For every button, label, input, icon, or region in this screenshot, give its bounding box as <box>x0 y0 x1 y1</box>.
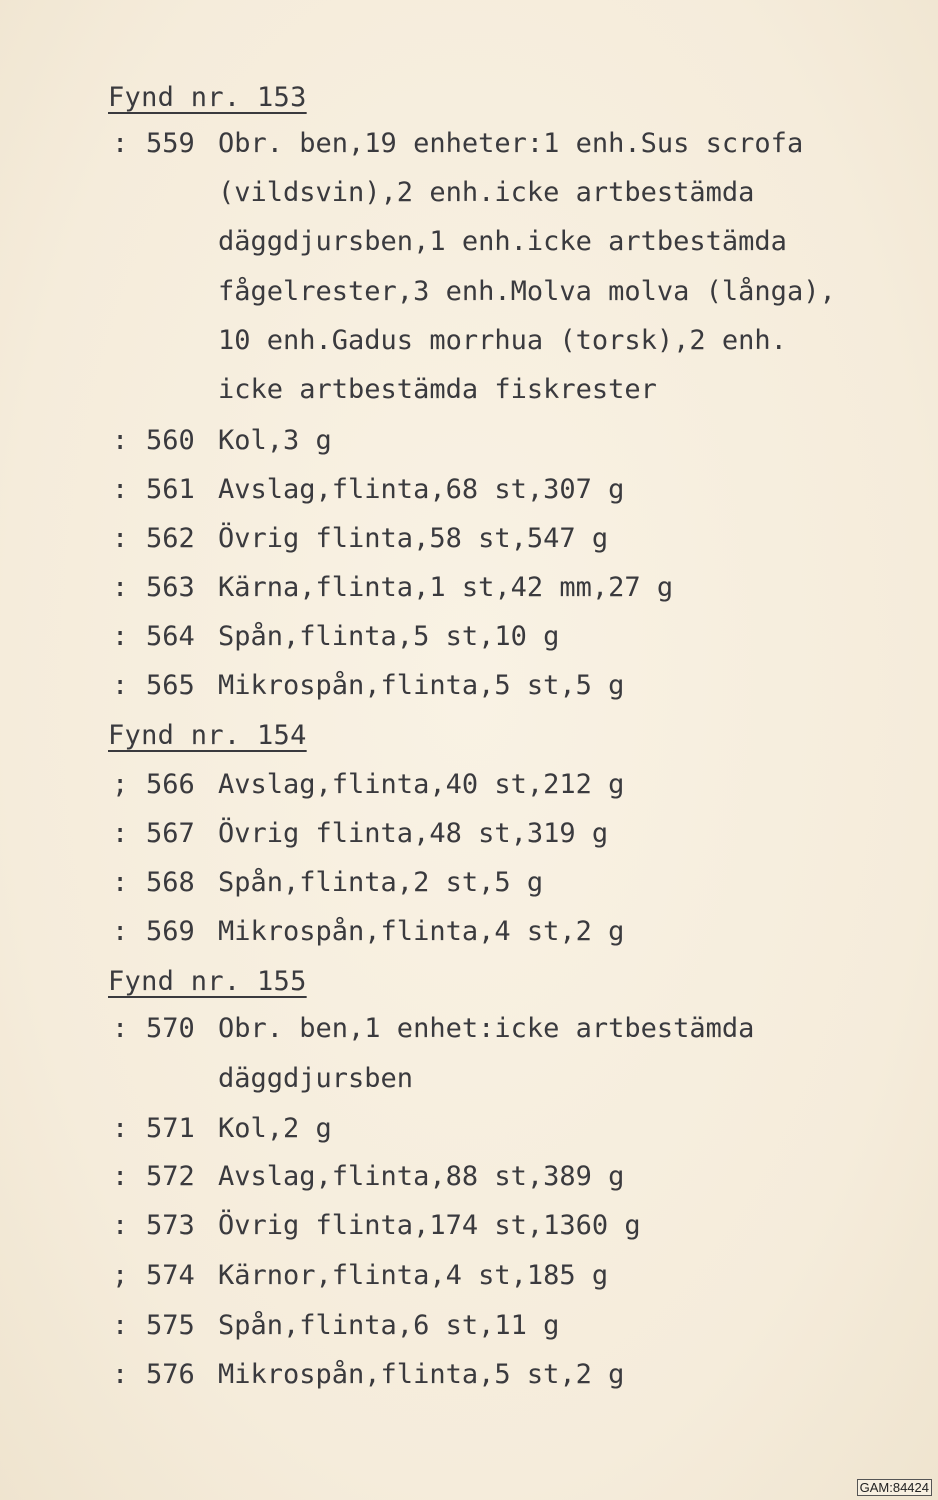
entry-marker: ; <box>112 1260 129 1291</box>
entry-marker: : <box>112 1161 129 1192</box>
entry-marker: : <box>112 572 129 603</box>
entry-text: Övrig flinta,174 st,1360 g <box>218 1210 641 1241</box>
entry-marker: : <box>112 916 129 947</box>
entry-number: 576 <box>146 1359 195 1390</box>
entry-text: Kärna,flinta,1 st,42 mm,27 g <box>218 572 674 603</box>
entry-text: Spån,flinta,2 st,5 g <box>218 867 544 898</box>
entry-marker: : <box>112 1310 129 1341</box>
entry-text-line: icke artbestämda fiskrester <box>218 374 657 405</box>
entry-text-line: däggdjursben <box>218 1063 414 1094</box>
entry-marker: ; <box>112 769 129 800</box>
section-heading-154: Fynd nr. 154 <box>108 720 307 751</box>
entry-number: 566 <box>146 769 195 800</box>
entry-text: Mikrospån,flinta,5 st,5 g <box>218 670 625 701</box>
entry-number: 574 <box>146 1260 195 1291</box>
entry-text: Övrig flinta,48 st,319 g <box>218 818 609 849</box>
entry-text-line: Obr. ben,1 enhet:icke artbestämda <box>218 1013 755 1044</box>
entry-text: Avslag,flinta,88 st,389 g <box>218 1161 625 1192</box>
entry-number: 572 <box>146 1161 195 1192</box>
entry-marker: : <box>112 818 129 849</box>
entry-text-line: 10 enh.Gadus morrhua (torsk),2 enh. <box>218 325 787 356</box>
entry-marker: : <box>112 1013 129 1044</box>
entry-text: Avslag,flinta,68 st,307 g <box>218 474 625 505</box>
entry-text: Kol,3 g <box>218 425 332 456</box>
entry-marker: : <box>112 128 129 159</box>
entry-number: 559 <box>146 128 195 159</box>
entry-text: Kärnor,flinta,4 st,185 g <box>218 1260 609 1291</box>
entry-text: Spån,flinta,6 st,11 g <box>218 1310 560 1341</box>
entry-marker: : <box>112 523 129 554</box>
section-heading-155: Fynd nr. 155 <box>108 966 307 997</box>
entry-number: 573 <box>146 1210 195 1241</box>
archive-tag: GAM:84424 <box>857 1479 932 1496</box>
entry-text: Mikrospån,flinta,5 st,2 g <box>218 1359 625 1390</box>
entry-marker: : <box>112 867 129 898</box>
entry-number: 564 <box>146 621 195 652</box>
entry-marker: : <box>112 1113 129 1144</box>
entry-number: 568 <box>146 867 195 898</box>
entry-number: 560 <box>146 425 195 456</box>
entry-number: 561 <box>146 474 195 505</box>
entry-text-line: fågelrester,3 enh.Molva molva (långa), <box>218 276 836 307</box>
entry-text: Mikrospån,flinta,4 st,2 g <box>218 916 625 947</box>
entry-text: Övrig flinta,58 st,547 g <box>218 523 609 554</box>
entry-marker: : <box>112 1359 129 1390</box>
entry-text: Kol,2 g <box>218 1113 332 1144</box>
entry-number: 571 <box>146 1113 195 1144</box>
entry-number: 567 <box>146 818 195 849</box>
entry-number: 563 <box>146 572 195 603</box>
entry-text-line: Obr. ben,19 enheter:1 enh.Sus scrofa <box>218 128 804 159</box>
entry-text-line: däggdjursben,1 enh.icke artbestämda <box>218 226 787 257</box>
section-heading-153: Fynd nr. 153 <box>108 82 307 113</box>
entry-text-line: (vildsvin),2 enh.icke artbestämda <box>218 177 755 208</box>
entry-number: 575 <box>146 1310 195 1341</box>
entry-marker: : <box>112 1210 129 1241</box>
entry-text: Avslag,flinta,40 st,212 g <box>218 769 625 800</box>
entry-marker: : <box>112 670 129 701</box>
entry-number: 562 <box>146 523 195 554</box>
entry-number: 569 <box>146 916 195 947</box>
entry-marker: : <box>112 474 129 505</box>
entry-number: 565 <box>146 670 195 701</box>
entry-number: 570 <box>146 1013 195 1044</box>
entry-text: Spån,flinta,5 st,10 g <box>218 621 560 652</box>
entry-marker: : <box>112 621 129 652</box>
entry-marker: : <box>112 425 129 456</box>
